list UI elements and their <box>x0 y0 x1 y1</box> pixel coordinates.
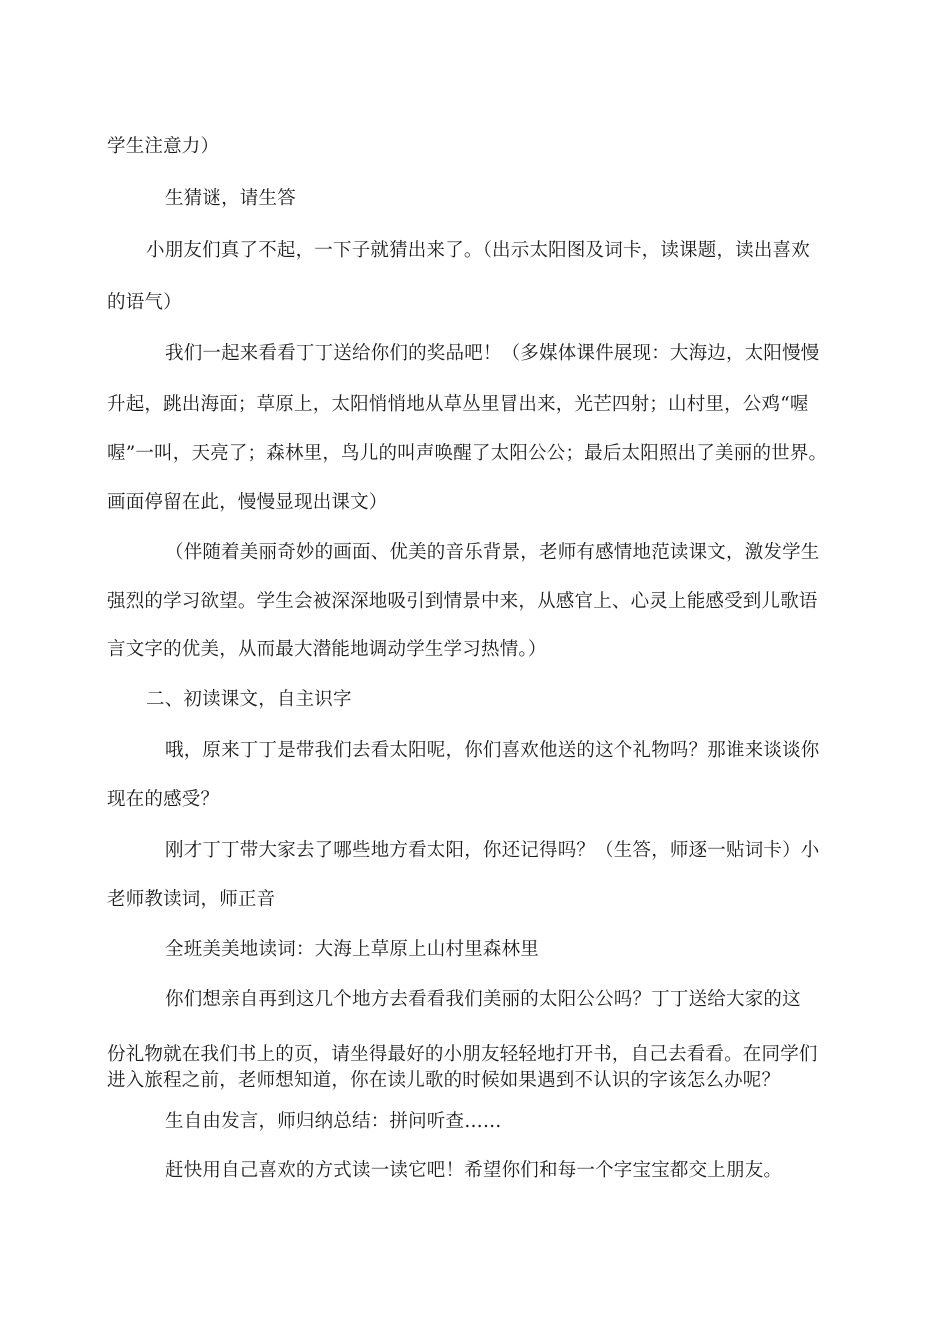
text-line: 画面停留在此，慢慢显现出课文） <box>107 492 388 513</box>
text-line: 进入旅程之前，老师想知道，你在读儿歌的时候如果遇到不认识的字该怎么办呢？ <box>107 1070 781 1091</box>
text-line: 升起，跳出海面；草原上，太阳悄悄地从草丛里冒出来，光芒四射；山村里，公鸡“喔 <box>107 394 809 415</box>
text-line: 老师教读词，师正音 <box>107 889 276 910</box>
text-line: 现在的感受？ <box>107 789 220 810</box>
text-line: 我们一起来看看丁丁送给你们的奖品吧！（多媒体课件展现：大海边，太阳慢慢 <box>165 343 820 364</box>
text-line: 小朋友们真了不起，一下子就猜出来了。（出示太阳图及词卡，读课题，读出喜欢 <box>146 240 810 261</box>
text-line: 喔”一叫，天亮了；森林里，鸟儿的叫声唤醒了太阳公公；最后太阳照出了美丽的世界。 <box>107 443 828 464</box>
text-line: 言文字的优美，从而最大潜能地调动学生学习热情。） <box>107 639 547 660</box>
text-line: 全班美美地读词：大海上草原上山村里森林里 <box>165 939 540 960</box>
text-line: 你们想亲自再到这几个地方去看看我们美丽的太阳公公吗？丁丁送给大家的这 <box>165 989 801 1010</box>
text-line: 刚才丁丁带大家去了哪些地方看太阳，你还记得吗？（生答，师逐一贴词卡）小 <box>165 840 820 861</box>
text-line: 赶快用自己喜欢的方式读一读它吧！希望你们和每一个字宝宝都交上朋友。 <box>165 1160 783 1181</box>
text-line: 学生注意力） <box>107 136 220 157</box>
section-heading: 二、初读课文，自主识字 <box>146 689 352 710</box>
text-line: 的语气） <box>107 292 182 313</box>
text-line: 份礼物就在我们书上的页，请坐得最好的小朋友轻轻地打开书，自己去看看。在同学们 <box>107 1044 818 1065</box>
text-line: 生自由发言，师归纳总结：拼问听查…… <box>165 1111 502 1132</box>
text-line: 生猜谜，请生答 <box>165 188 296 209</box>
text-line: 哦，原来丁丁是带我们去看太阳呢，你们喜欢他送的这个礼物吗？那谁来谈谈你 <box>165 740 820 761</box>
text-line: 强烈的学习欲望。学生会被深深地吸引到情景中来，从感官上、心灵上能感受到儿歌语 <box>107 591 818 612</box>
text-line: （伴随着美丽奇妙的画面、优美的音乐背景，老师有感情地范读课文，激发学生 <box>165 542 820 563</box>
